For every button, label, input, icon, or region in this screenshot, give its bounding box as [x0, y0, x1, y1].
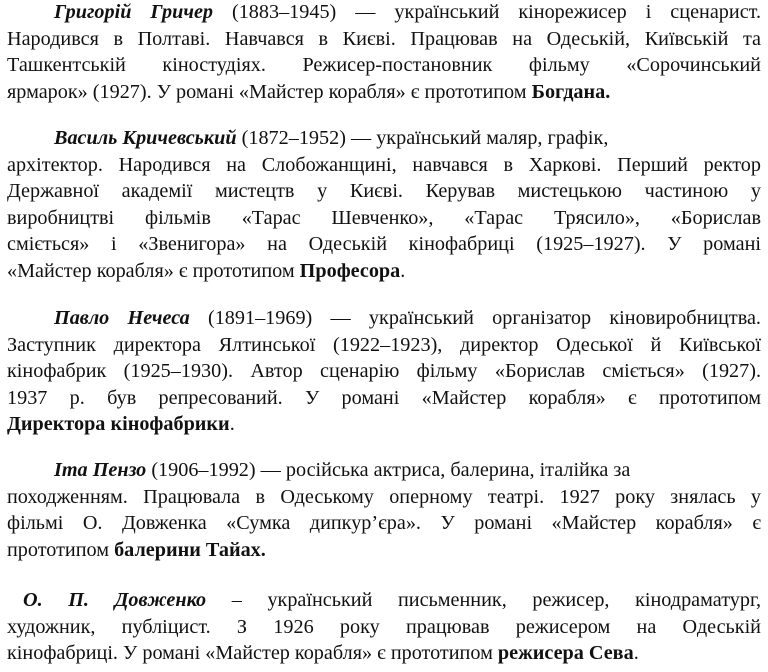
text-fragment: (1906–1992) — російська актриса, балерина, італійка за [146, 459, 631, 481]
text-line [7, 0, 761, 26]
text-fragment: . [229, 413, 235, 436]
text-line: кінофабрик (1925–1930). Автор сценарію фільму «Борислав сміється» (1927). [7, 360, 761, 383]
text-line: виробництві фільмів «Тарас Шевченко», «Тарас Трясило», «Борислав [7, 206, 761, 229]
prototype-name: балерини Тайах. [114, 538, 266, 561]
text-line [7, 537, 761, 564]
person-name: Василь Кричевський [54, 127, 237, 149]
text-line [7, 79, 761, 106]
prototype-name: Директора кінофабрики [7, 413, 230, 436]
text-line: Народився в Полтаві. Навчався в Києві. Працював на Одеській, Київській та [7, 27, 761, 50]
text-line [7, 640, 761, 667]
biography-entry [7, 457, 761, 563]
text-line: художник, публіцист. З 1926 року працював режисером на Одеській [7, 615, 761, 638]
text-line: архітектор. Народився на Слобожанщині, навчався в Харкові. Перший ректор [7, 153, 761, 176]
text-fragment: (1872–1952) — український маляр, графік, [236, 127, 609, 149]
text-fragment: (1891–1969) — український організатор кіновиробництва. [189, 307, 761, 329]
text-line [7, 457, 761, 484]
text-fragment: – український письменник, режисер, кінодраматург, [206, 589, 761, 611]
prototype-name: режисера Сева [497, 642, 634, 665]
prototype-name: Богдана. [531, 80, 611, 103]
person-name: Іта Пензо [54, 459, 147, 481]
text-line: Ташкентській кіностудіях. Режисер-постановник фільму «Сорочинський [7, 54, 761, 77]
text-line [7, 258, 761, 285]
text-fragment: . [400, 259, 406, 282]
prototype-name: Професора [299, 259, 401, 282]
person-name: Григорій Гричер [54, 1, 214, 23]
text-fragment: ярмарок» (1927). У романі «Майстер корабля» є прототипом [7, 80, 532, 103]
biography-entry [7, 587, 761, 667]
text-line: Заступник директора Ялтинської (1922–1923), директор Одеської й Київської [7, 333, 761, 356]
text-line [7, 411, 761, 438]
person-name: О. П. Довженко [23, 589, 207, 611]
text-line [7, 305, 761, 332]
biography-entry [7, 125, 761, 285]
text-fragment: . [633, 642, 639, 665]
biography-entry [7, 0, 761, 105]
text-line: Державної академії мистецтв у Києві. Керував мистецькою частиною у [7, 180, 761, 203]
text-line: 1937 р. був репресований. У романі «Майстер корабля» є прототипом [7, 386, 761, 409]
text-line [7, 587, 761, 614]
text-fragment: (1883–1945) — український кінорежисер і сценарист. [213, 1, 762, 23]
text-line [7, 125, 761, 152]
biography-entry [7, 305, 761, 438]
text-line: сміється» і «Звенигора» на Одеській кінофабриці (1925–1927). У романі [7, 233, 761, 256]
text-line: походженням. Працювала в Одеському оперному театрі. 1927 року знялась у [7, 485, 761, 508]
text-fragment: кінофабриці. У романі «Майстер корабля» є прототипом [7, 642, 498, 665]
text-fragment: прототипом [7, 538, 115, 561]
text-line: фільмі О. Довженка «Сумка дипкур’єра». У романі «Майстер корабля» є [7, 512, 761, 535]
text-fragment: «Майстер корабля» є прототипом [7, 259, 300, 282]
person-name: Павло Нечеса [54, 307, 190, 329]
